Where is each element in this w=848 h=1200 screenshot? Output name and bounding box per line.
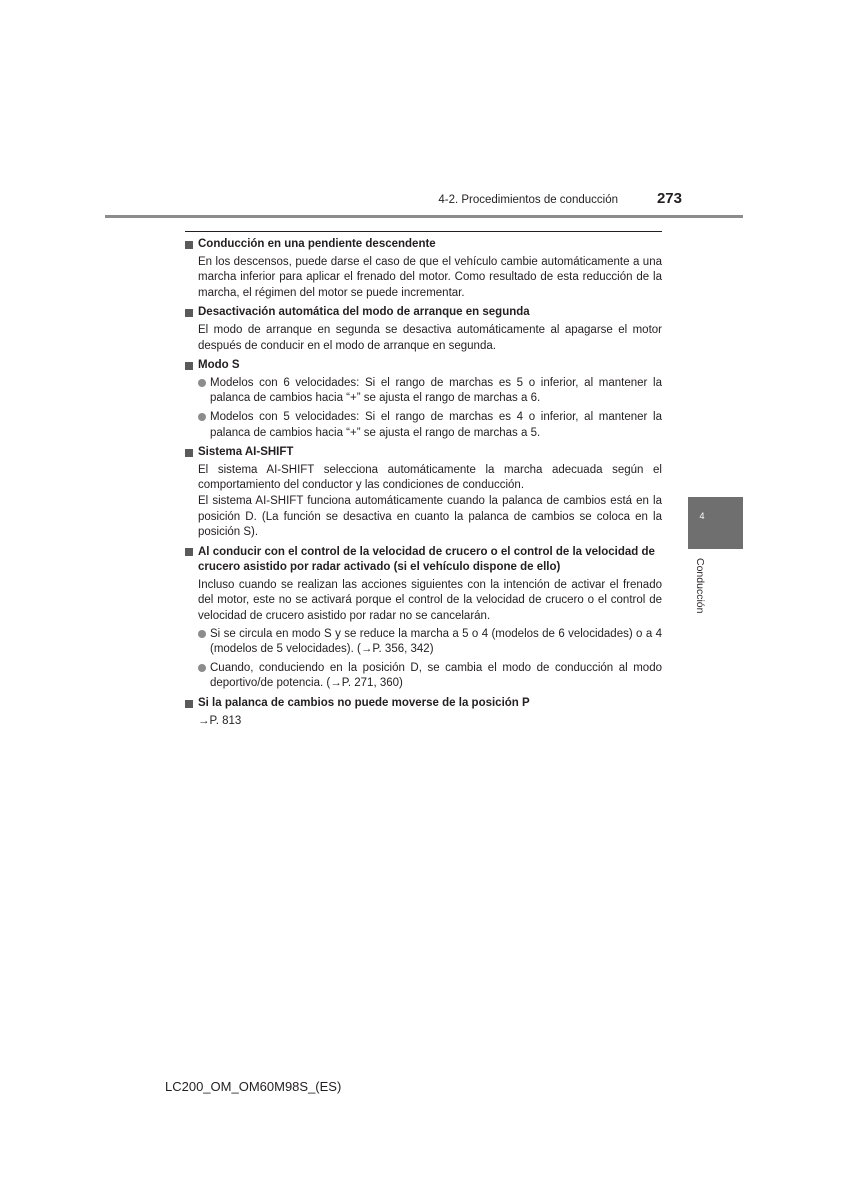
list-item-text: Cuando, conduciendo en la posición D, se cambia el modo de conducción al modo deportivo/de potencia. (→P. 271, 360) (210, 661, 662, 690)
circle-bullet-icon (198, 413, 206, 421)
section-second-start (185, 304, 662, 354)
section-heading (185, 236, 662, 253)
section-ai-shift (185, 444, 662, 541)
document-code: LC200_OM_OM60M98S_(ES) (165, 1079, 342, 1094)
section-paragraph: El sistema AI-SHIFT funciona automáticamente cuando la palanca de cambios está en la posición D. (La función se desactiva en cuanto la palanca de cambios se coloca en la posición S). (198, 494, 662, 539)
section-paragraph: En los descensos, puede darse el caso de que el vehículo cambie automáticamente a una marcha inferior para aplicar el frenado del motor. Como resultado de esta reducción de la marcha, el régimen del motor se puede incrementar. (198, 255, 662, 299)
list-item-text: Si se circula en modo S y se reduce la marcha a 5 o 4 (modelos de 6 velocidades) o a 4 (modelos de 5 velocidades). (→P. 356, 342) (210, 627, 662, 656)
section-shift-lever-stuck (185, 695, 662, 729)
chapter-number: 4 (699, 511, 705, 521)
square-bullet-icon (185, 241, 193, 249)
chapter-label: Conducción (694, 558, 706, 614)
circle-bullet-icon (198, 664, 206, 672)
section-heading (185, 544, 662, 576)
section-paragraph: Incluso cuando se realizan las acciones siguientes con la intención de activar el frenado del motor, este no se activará porque el control de la velocidad de crucero o el control de velocidad de crucero asistido por radar no se cancelarán. (198, 578, 662, 623)
circle-bullet-icon (198, 630, 206, 638)
square-bullet-icon (185, 362, 193, 370)
section-downhill (185, 236, 662, 301)
section-title: Al conducir con el control de la velocidad de crucero o el control de la velocidad de crucero asistido por radar activado (si el vehículo dispone de ello) (198, 545, 655, 574)
square-bullet-icon (185, 449, 193, 457)
section-heading (185, 304, 662, 321)
section-cruise-control (185, 544, 662, 692)
chapter-tab[interactable] (688, 497, 743, 549)
section-title: Modo S (198, 359, 240, 372)
list-item (198, 627, 662, 658)
section-paragraph: El sistema AI-SHIFT selecciona automáticamente la marcha adecuada según el comportamiento del conductor y las condiciones de conducción. (198, 463, 662, 492)
square-bullet-icon (185, 700, 193, 708)
list-item (198, 661, 662, 692)
section-title: Conducción en una pendiente descendente (198, 238, 436, 250)
section-paragraph: El modo de arranque en segunda se desactiva automáticamente al apagarse el motor después de conducir en el modo de arranque en segunda. (198, 323, 662, 352)
page-number: 273 (656, 190, 682, 207)
square-bullet-icon (185, 309, 193, 317)
section-heading (185, 444, 662, 461)
circle-bullet-icon (198, 379, 206, 387)
page-content (185, 236, 662, 732)
section-heading (185, 695, 662, 712)
section-title: Sistema AI-SHIFT (198, 446, 294, 459)
section-heading (185, 357, 662, 374)
content-top-divider (185, 231, 662, 232)
list-item (198, 376, 662, 407)
list-item (198, 410, 662, 441)
list-item-text: Modelos con 5 velocidades: Si el rango de marchas es 4 o inferior, al mantener la palanca de cambios hacia “+” se ajusta el rango de marchas a 5. (210, 410, 662, 439)
page-reference-link[interactable]: →P. 813 (198, 714, 242, 727)
header-divider (105, 215, 743, 218)
list-item-text: Modelos con 6 velocidades: Si el rango de marchas es 5 o inferior, al mantener la palanca de cambios hacia “+” se ajusta el rango de marchas a 6. (210, 376, 662, 405)
section-s-mode (185, 357, 662, 441)
section-title: Si la palanca de cambios no puede moverse de la posición P (198, 697, 530, 710)
header-section-title: 4-2. Procedimientos de conducción (438, 194, 618, 206)
section-title: Desactivación automática del modo de arranque en segunda (198, 306, 530, 319)
square-bullet-icon (185, 548, 193, 556)
